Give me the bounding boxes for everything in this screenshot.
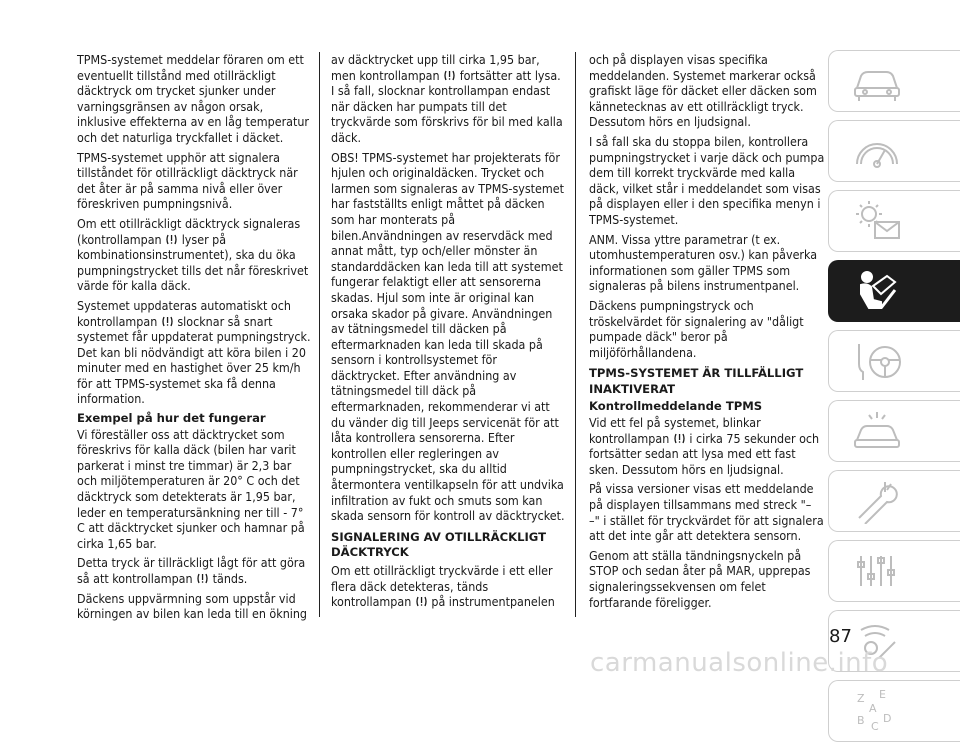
tab-technical-data[interactable] (828, 540, 960, 602)
index-icon (851, 688, 903, 734)
svg-text:C: C (871, 720, 879, 733)
tab-lights-messages[interactable] (828, 190, 960, 252)
tab-starting-driving[interactable] (828, 330, 960, 392)
paragraph: OBS! TPMS-systemet har projekterats för hjulen och originaldäcken. Trycket och larmen som signaleras av TPMS-systemet har fastställts enligt måttet på däcken som har monterats på bilen.Användningen av reservdäck med annat mått, typ och/eller mönster än standarddäcken kan leda till att systemet fungerar felaktigt eller att sensorerna skadas. Hjul som inte är original kan orsaka skador på givare. Användningen av tätningsmedel till däcken på eftermarknaden kan leda till skada på sensorn i kontrollsystemet för däcktrycket. Efter användning av tätningsmedel till däck på eftermarknaden, rekommenderar vi att du vänder dig till Jeeps servicenät för att låta kontrollera sensorerna. Efter kontrollen eller regleringen av pumpningstrycket, ska du alltid återmontera ventilkapseln för att undvika infiltration av fukt och smuts som kan skada sensorn för kontroll av däcktrycket. (331, 149, 565, 524)
paragraph: TPMS-systemet upphör att signalera tillståndet för otillräckligt däcktryck när det åter är på samma nivå eller över föreskriven pumpningsnivå. (77, 149, 298, 212)
paragraph: På vissa versioner visas ett meddelande på displayen tillsammans med streck "– –" i stället för tryckvärdet för att signalera att det inte går att detektera sensorn. (589, 481, 824, 544)
tpms-warning-icon (166, 233, 177, 246)
paragraph: och på displayen visas specifika meddelanden. Systemet markerar också grafiskt läge för däcket eller däcken som kännetecknas av ett otillräckligt tryck. Dessutom hörs en ljudsignal. (589, 52, 817, 130)
paragraph: Systemet uppdateras automatiskt och kontrollampan slocknar så snart systemet får uppdaterat pumpningstryck. Det kan bli nödvändigt att köra bilen i 20 minuter med en hastighet över 25 km/h för att TPMS-systemet ska få denna information. (77, 297, 311, 407)
technical-data-icon (851, 548, 903, 594)
svg-text:B: B (857, 714, 865, 727)
tpms-warning-icon (674, 432, 685, 445)
safety-airbag-icon (851, 268, 903, 314)
tpms-warning-icon (197, 572, 208, 585)
svg-text:D: D (883, 712, 892, 725)
paragraph: Däckens pumpningstryck och tröskelvärdet för signalering av "dåligt pumpade däck" beror på miljöförhållandena. (589, 297, 804, 360)
paragraph: Detta tryck är tillräckligt lågt för att göra så att kontrollampan tänds. (77, 555, 306, 586)
tab-index[interactable] (828, 680, 960, 742)
paragraph: I så fall ska du stoppa bilen, kontrollera pumpningstrycket i varje däck och pumpa dem till korrekt tryckvärde med kalla däck, vilket står i meddelandet som visas på displayen eller i den specifika menyn i TPMS-systemet. (589, 133, 825, 227)
svg-text:Z: Z (857, 692, 865, 705)
section-subheading: Exempel på hur det fungerar (77, 411, 266, 426)
instrument-cluster-icon (851, 128, 903, 174)
paragraph: Om ett otillräckligt däcktryck signaleras (kontrollampan lyser på kombinationsinstrumentet), ska du öka pumpningstrycket tills det når föreskrivet värde för kalla däck. (77, 215, 309, 294)
paragraph: Vi föreställer oss att däcktrycket som föreskrivs för kalla däck (bilen har varit parkerat i minst tre timmar) är 2,3 bar och miljötemperaturen är 20° C och det däcktryck som detekterats är 1,95 bar, leder en temperatursänkning ner till - 7° C att däcktrycket sjunker och hamnar på cirka 1,65 bar. (77, 426, 305, 551)
svg-text:E: E (879, 688, 886, 701)
tpms-warning-icon (416, 595, 427, 608)
text-column-2 (331, 52, 567, 614)
section-heading: TPMS-SYSTEMET ÄR TILLFÄLLIGT INAKTIVERAT (589, 366, 804, 396)
text-column-1 (77, 52, 313, 626)
column-divider (575, 52, 576, 617)
column-divider (319, 52, 320, 617)
tab-emergency[interactable] (828, 400, 960, 462)
car-info-icon (851, 58, 903, 104)
tpms-warning-icon (162, 315, 173, 328)
tab-instrument-cluster[interactable] (828, 120, 960, 182)
emergency-icon (851, 408, 903, 454)
section-subheading: Kontrollmeddelande TPMS (589, 399, 763, 414)
watermark: carmanualsonline.info (590, 648, 889, 678)
tab-safety[interactable] (828, 260, 960, 322)
paragraph: Däckens uppvärmning som uppstår vid körningen av bilen kan leda till en ökning (77, 590, 308, 622)
paragraph: TPMS-systemet meddelar föraren om ett eventuellt tillstånd med otillräckligt däcktryck om trycket sjunker under varningsgränsen av någon orsak, inklusive effekterna av en låg temperatur och det naturliga tryckfallet i däcket. (77, 52, 309, 145)
tpms-warning-icon (444, 69, 455, 82)
tab-car-info[interactable] (828, 50, 960, 112)
text-column-3 (589, 52, 825, 614)
tab-maintenance[interactable] (828, 470, 960, 532)
lights-messages-icon (851, 198, 903, 244)
page-number: 87 (829, 626, 852, 647)
paragraph: ANM. Vissa yttre parametrar (t ex. utomhustemperaturen osv.) kan påverka informationen som gäller TPMS som signaleras på bilens instrumentpanel. (589, 231, 818, 294)
paragraph: Vid ett fel på systemet, blinkar kontrollampan i cirka 75 sekunder och fortsätter sedan att lysa med ett fast sken. Dessutom hörs en ljudsignal. (589, 415, 820, 477)
starting-driving-icon (851, 338, 903, 384)
paragraph: Genom att ställa tändningsnyckeln på STOP och sedan åter på MAR, upprepas signaleringssekvensen om felet fortfarande föreligger. (589, 547, 811, 610)
svg-text:A: A (869, 702, 877, 715)
section-heading: SIGNALERING AV OTILLRÄCKLIGT DÄCKTRYCK (331, 529, 547, 560)
paragraph: av däcktrycket upp till cirka 1,95 bar, men kontrollampan fortsätter att lysa. I så fall, slocknar kontrollampan endast när däcken har pumpats till det tryckvärde som förskrivs för bil med kalla däck. (331, 52, 563, 145)
paragraph: Om ett otillräckligt tryckvärde i ett eller flera däck detekteras, tänds kontrollampan på instrumentpanelen (331, 563, 555, 610)
maintenance-icon (851, 478, 903, 524)
